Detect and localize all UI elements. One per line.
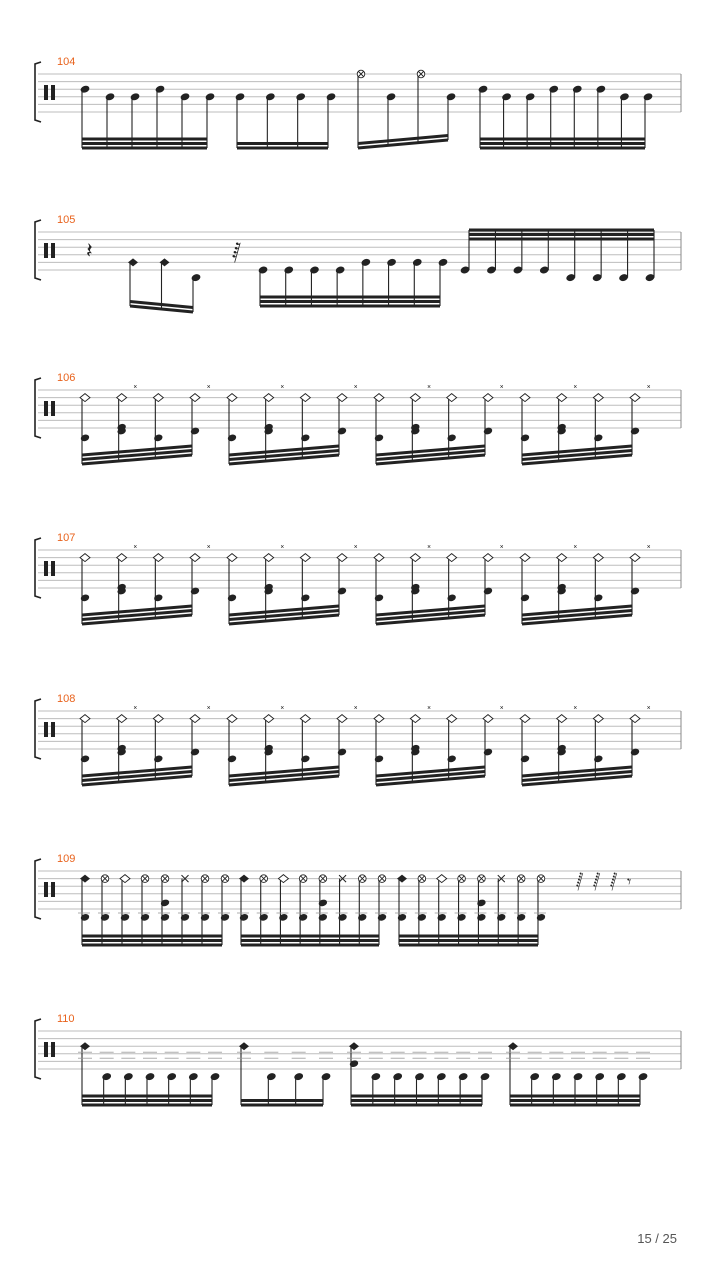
- notehead: [318, 898, 328, 907]
- notehead: [438, 258, 449, 267]
- beam-group: [86, 239, 201, 312]
- notehead: [456, 913, 466, 922]
- beam-group: [374, 374, 504, 464]
- beam-group: [520, 534, 651, 624]
- rest-symbol: 𝄽: [86, 239, 93, 264]
- notehead: [551, 1072, 562, 1081]
- notehead: [153, 593, 163, 602]
- system-bracket: [35, 699, 41, 759]
- rest-symbol: 𝅂: [593, 872, 601, 891]
- measure-number: 106: [57, 372, 76, 384]
- percussion-clef: [51, 243, 55, 258]
- measure-number: 110: [57, 1013, 75, 1025]
- percussion-clef: [51, 401, 55, 416]
- rest-symbol: 𝅃: [353, 695, 358, 713]
- tab-system: [35, 214, 681, 312]
- notehead: [520, 433, 530, 442]
- notehead: [397, 913, 407, 922]
- beam-group: [347, 1042, 492, 1105]
- notehead: [300, 593, 310, 602]
- beam-group: [80, 85, 216, 148]
- beam-group: [460, 230, 656, 282]
- notehead: [370, 1072, 381, 1081]
- system-bracket: [35, 538, 41, 598]
- notehead: [536, 913, 546, 922]
- notehead: [386, 92, 397, 101]
- notehead: [80, 593, 90, 602]
- system-bracket: [35, 62, 41, 122]
- notehead: [293, 1072, 304, 1081]
- rest-symbol: 𝅃: [646, 695, 651, 713]
- tab-system: [35, 1013, 681, 1105]
- notehead: [386, 258, 397, 267]
- notehead: [501, 92, 512, 101]
- notehead: [480, 1072, 491, 1081]
- notehead: [153, 433, 163, 442]
- percussion-clef: [51, 1042, 55, 1057]
- notehead: [265, 92, 276, 101]
- notehead: [619, 92, 630, 101]
- beam-group: [80, 534, 211, 624]
- notehead: [478, 85, 489, 94]
- rest-symbol: 𝅁: [232, 239, 241, 264]
- notehead: [227, 593, 237, 602]
- notehead: [437, 913, 447, 922]
- notehead: [377, 913, 387, 922]
- notehead: [572, 85, 583, 94]
- notehead: [516, 913, 526, 922]
- notehead: [520, 754, 530, 763]
- beam-group: [237, 875, 387, 945]
- notehead: [392, 1072, 403, 1081]
- notehead: [278, 913, 288, 922]
- rest-symbol: 𝅃: [206, 534, 211, 552]
- notehead: [318, 913, 328, 922]
- rest-symbol: 𝅃: [499, 534, 504, 552]
- notehead: [145, 1072, 156, 1081]
- tab-system: [35, 372, 681, 464]
- notehead: [160, 913, 170, 922]
- notehead: [309, 265, 320, 274]
- notehead: [153, 754, 163, 763]
- notehead: [447, 593, 457, 602]
- notehead: [180, 913, 190, 922]
- rest-symbol: 𝅃: [572, 695, 578, 713]
- tab-system: [35, 853, 681, 945]
- percussion-clef: [44, 401, 48, 416]
- rest-symbol: 𝅃: [206, 695, 211, 713]
- percussion-clef: [51, 85, 55, 100]
- beam-group: [237, 1042, 333, 1105]
- rest-symbol: 𝅃: [646, 534, 651, 552]
- notehead: [80, 85, 91, 94]
- beam-group: [227, 534, 358, 624]
- rest-symbol: 𝅃: [426, 534, 432, 552]
- notehead: [300, 433, 310, 442]
- notehead: [446, 92, 457, 101]
- tab-system: [35, 56, 681, 148]
- rest-symbol: 𝅃: [206, 374, 211, 392]
- rest-symbol: 𝅃: [279, 695, 285, 713]
- notehead: [235, 92, 246, 101]
- notehead: [101, 1072, 112, 1081]
- rest-symbol: 𝅂: [610, 872, 618, 891]
- notehead: [476, 913, 486, 922]
- measure-number: 105: [57, 214, 76, 226]
- notehead: [100, 913, 110, 922]
- notehead: [191, 273, 202, 282]
- beam-group: [78, 875, 230, 945]
- notehead: [200, 913, 210, 922]
- percussion-clef: [51, 722, 55, 737]
- notehead: [458, 1072, 469, 1081]
- measure-number: 104: [57, 56, 76, 68]
- rest-symbol: 𝅃: [132, 374, 138, 392]
- percussion-clef: [51, 882, 55, 897]
- notehead: [120, 913, 130, 922]
- notehead: [80, 913, 90, 922]
- rest-symbol: 𝅂: [576, 872, 584, 891]
- notehead: [266, 1072, 277, 1081]
- notehead: [258, 265, 269, 274]
- notehead: [593, 754, 603, 763]
- tab-system: [35, 693, 681, 785]
- notehead: [166, 1072, 177, 1081]
- notehead: [326, 92, 337, 101]
- rest-symbol: 𝅃: [353, 374, 358, 392]
- rest-symbol: 𝅃: [353, 534, 358, 552]
- notehead: [227, 754, 237, 763]
- rest-symbol: 𝅃: [646, 374, 651, 392]
- notehead: [335, 265, 346, 274]
- notehead: [594, 1072, 605, 1081]
- notehead: [188, 1072, 199, 1081]
- notehead: [337, 913, 347, 922]
- notehead: [80, 433, 90, 442]
- notehead: [593, 433, 603, 442]
- notehead: [227, 433, 237, 442]
- notehead: [205, 92, 216, 101]
- notehead: [414, 1072, 425, 1081]
- rest-symbol: 𝅃: [426, 695, 432, 713]
- notehead: [529, 1072, 540, 1081]
- rest-symbol: 𝅃: [132, 534, 138, 552]
- beam-group: [80, 695, 211, 785]
- notehead: [374, 754, 384, 763]
- notehead: [616, 1072, 627, 1081]
- notehead: [160, 898, 170, 907]
- tab-system: [35, 532, 681, 624]
- notehead: [447, 433, 457, 442]
- notehead: [417, 913, 427, 922]
- rest-symbol: 𝅃: [572, 374, 578, 392]
- rest-symbol: 𝅃: [426, 374, 432, 392]
- notehead: [360, 258, 371, 267]
- system-bracket: [35, 220, 41, 280]
- beam-group: [227, 374, 358, 464]
- notehead: [140, 913, 150, 922]
- notehead: [295, 92, 306, 101]
- percussion-clef: [44, 561, 48, 576]
- notehead: [357, 913, 367, 922]
- notehead: [180, 92, 191, 101]
- beam-group: [506, 1042, 650, 1105]
- percussion-clef: [44, 243, 48, 258]
- notehead: [130, 92, 141, 101]
- notehead: [349, 1059, 359, 1068]
- notehead: [210, 1072, 221, 1081]
- notehead: [476, 898, 486, 907]
- notehead: [436, 1072, 447, 1081]
- measure-number: 109: [57, 853, 76, 865]
- notehead: [520, 593, 530, 602]
- rest-symbol: 𝅃: [572, 534, 578, 552]
- notehead: [374, 593, 384, 602]
- notehead: [638, 1072, 649, 1081]
- beam-group: [520, 695, 651, 785]
- measure-number: 107: [57, 532, 76, 544]
- system-bracket: [35, 1019, 41, 1079]
- notehead: [548, 85, 559, 94]
- notehead: [573, 1072, 584, 1081]
- notehead: [496, 913, 506, 922]
- system-bracket: [35, 378, 41, 438]
- notehead: [220, 913, 230, 922]
- beam-group: [235, 92, 337, 148]
- notehead: [593, 593, 603, 602]
- beam-group: [80, 374, 211, 464]
- system-bracket: [35, 859, 41, 919]
- notehead: [412, 258, 423, 267]
- rest-symbol: 𝅃: [499, 695, 504, 713]
- rest-symbol: 𝄾: [627, 872, 632, 891]
- notehead: [155, 85, 166, 94]
- percussion-clef: [44, 85, 48, 100]
- beam-group: [78, 1042, 222, 1105]
- notehead: [374, 433, 384, 442]
- measure-number: 108: [57, 693, 76, 705]
- notehead: [300, 754, 310, 763]
- percussion-clef: [44, 1042, 48, 1057]
- notehead: [595, 85, 606, 94]
- notehead: [259, 913, 269, 922]
- notehead: [123, 1072, 134, 1081]
- rest-symbol: 𝅃: [499, 374, 504, 392]
- notehead: [525, 92, 536, 101]
- beam-group: [232, 239, 448, 306]
- notehead: [239, 913, 249, 922]
- beam-group: [395, 875, 546, 945]
- notehead: [298, 913, 308, 922]
- beam-group: [520, 374, 651, 464]
- percussion-clef: [44, 882, 48, 897]
- rest-symbol: 𝅃: [279, 534, 285, 552]
- beam-group: [227, 695, 358, 785]
- page-indicator: 15 / 25: [637, 1231, 677, 1246]
- notehead: [643, 92, 654, 101]
- notehead: [105, 92, 116, 101]
- notehead: [80, 754, 90, 763]
- beam-group: [478, 85, 654, 148]
- beam-group: [374, 534, 504, 624]
- beam-group: [374, 695, 504, 785]
- notehead: [283, 265, 294, 274]
- percussion-clef: [44, 722, 48, 737]
- rest-symbol: 𝅃: [132, 695, 138, 713]
- notehead: [321, 1072, 332, 1081]
- percussion-clef: [51, 561, 55, 576]
- rest-symbol: 𝅃: [279, 374, 285, 392]
- notehead: [447, 754, 457, 763]
